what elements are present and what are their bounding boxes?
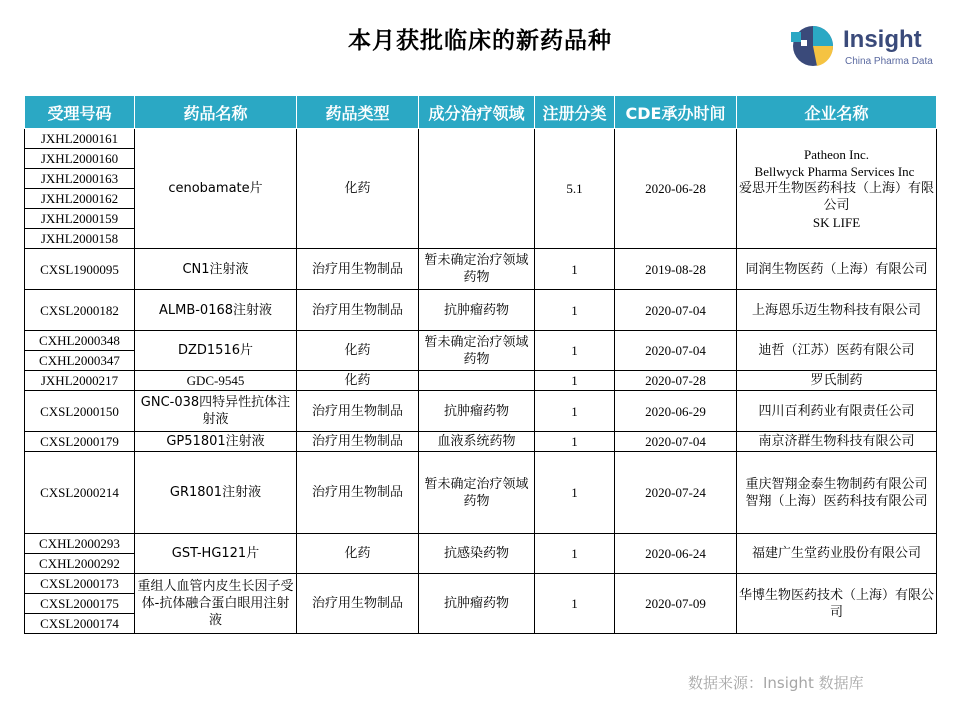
page-title: 本月获批临床的新药品种 bbox=[348, 28, 612, 54]
table-row bbox=[25, 371, 937, 391]
table-row bbox=[25, 391, 937, 432]
cell-id: CXSL1900095 bbox=[25, 249, 135, 290]
cell-id: CXSL2000182 bbox=[25, 290, 135, 331]
cell-drug-type: 治疗用生物制品 bbox=[297, 290, 419, 331]
cell-drug-name: GP51801注射液 bbox=[135, 432, 297, 452]
table-row bbox=[25, 290, 937, 331]
cell-id: CXHL2000347 bbox=[25, 351, 135, 371]
cell-therapy-area bbox=[419, 371, 535, 391]
cell-reg-class: 1 bbox=[535, 432, 615, 452]
cell-drug-type: 治疗用生物制品 bbox=[297, 391, 419, 432]
cell-id: JXHL2000217 bbox=[25, 371, 135, 391]
cell-cde-date: 2020-06-24 bbox=[615, 534, 737, 574]
table-row bbox=[25, 432, 937, 452]
table-row bbox=[25, 331, 937, 351]
cell-reg-class: 1 bbox=[535, 249, 615, 290]
cell-cde-date: 2019-08-28 bbox=[615, 249, 737, 290]
cell-id: JXHL2000159 bbox=[25, 209, 135, 229]
cell-reg-class: 1 bbox=[535, 574, 615, 634]
cell-reg-class: 1 bbox=[535, 371, 615, 391]
cell-cde-date: 2020-07-04 bbox=[615, 432, 737, 452]
cell-reg-class: 1 bbox=[535, 331, 615, 371]
table-row bbox=[25, 452, 937, 534]
cell-cde-date: 2020-06-29 bbox=[615, 391, 737, 432]
cell-company: 迪哲（江苏）医药有限公司 bbox=[737, 331, 937, 371]
insight-logo-icon bbox=[787, 22, 835, 70]
cell-company: 四川百利药业有限责任公司 bbox=[737, 391, 937, 432]
cell-drug-type: 治疗用生物制品 bbox=[297, 574, 419, 634]
cell-drug-type: 化药 bbox=[297, 129, 419, 249]
cell-id: CXSL2000175 bbox=[25, 594, 135, 614]
table-row bbox=[25, 534, 937, 554]
cell-therapy-area: 血液系统药物 bbox=[419, 432, 535, 452]
cell-id: CXHL2000348 bbox=[25, 331, 135, 351]
cell-id: JXHL2000161 bbox=[25, 129, 135, 149]
data-source-note: 数据来源：Insight 数据库 bbox=[688, 674, 864, 692]
cell-id: JXHL2000163 bbox=[25, 169, 135, 189]
cell-id: JXHL2000162 bbox=[25, 189, 135, 209]
cell-cde-date: 2020-07-09 bbox=[615, 574, 737, 634]
logo-name: Insight bbox=[843, 26, 922, 53]
table-row bbox=[25, 249, 937, 290]
cell-drug-name: ALMB-0168注射液 bbox=[135, 290, 297, 331]
cell-id: CXSL2000174 bbox=[25, 614, 135, 634]
cell-company bbox=[737, 452, 937, 534]
cell-company: 罗氏制药 bbox=[737, 371, 937, 391]
header-therapy-area: 成分治疗领域 bbox=[419, 96, 535, 129]
cell-therapy-area: 抗感染药物 bbox=[419, 534, 535, 574]
company-line: 重庆智翔金泰生物制药有限公司 bbox=[745, 476, 928, 492]
cell-drug-name: DZD1516片 bbox=[135, 331, 297, 371]
cell-id: CXSL2000179 bbox=[25, 432, 135, 452]
cell-drug-type: 治疗用生物制品 bbox=[297, 452, 419, 534]
header-id: 受理号码 bbox=[25, 96, 135, 129]
cell-drug-name: GNC-038四特异性抗体注射液 bbox=[135, 391, 297, 432]
cell-reg-class: 1 bbox=[535, 391, 615, 432]
cell-id: CXSL2000173 bbox=[25, 574, 135, 594]
cell-therapy-area bbox=[419, 129, 535, 249]
cell-therapy-area: 抗肿瘤药物 bbox=[419, 290, 535, 331]
cell-drug-type: 治疗用生物制品 bbox=[297, 249, 419, 290]
cell-drug-name: CN1注射液 bbox=[135, 249, 297, 290]
cell-therapy-area: 暂未确定治疗领域药物 bbox=[419, 452, 535, 534]
cell-company: 福建广生堂药业股份有限公司 bbox=[737, 534, 937, 574]
cell-cde-date: 2020-07-28 bbox=[615, 371, 737, 391]
cell-reg-class: 1 bbox=[535, 534, 615, 574]
cell-company bbox=[737, 129, 937, 249]
cell-id: JXHL2000158 bbox=[25, 229, 135, 249]
header-reg-class: 注册分类 bbox=[535, 96, 615, 129]
cell-drug-name: GR1801注射液 bbox=[135, 452, 297, 534]
header-drug-name: 药品名称 bbox=[135, 96, 297, 129]
cell-reg-class: 1 bbox=[535, 452, 615, 534]
cell-cde-date: 2020-06-28 bbox=[615, 129, 737, 249]
cell-company: 上海恩乐迈生物科技有限公司 bbox=[737, 290, 937, 331]
cell-company: 同润生物医药（上海）有限公司 bbox=[737, 249, 937, 290]
cell-id: CXSL2000150 bbox=[25, 391, 135, 432]
table-row bbox=[25, 129, 937, 149]
cell-drug-name: 重组人血管内皮生长因子受体-抗体融合蛋白眼用注射液 bbox=[135, 574, 297, 634]
cell-reg-class: 1 bbox=[535, 290, 615, 331]
cell-id: CXSL2000214 bbox=[25, 452, 135, 534]
header-drug-type: 药品类型 bbox=[297, 96, 419, 129]
cell-drug-name: GST-HG121片 bbox=[135, 534, 297, 574]
cell-drug-type: 化药 bbox=[297, 331, 419, 371]
cell-drug-name: cenobamate片 bbox=[135, 129, 297, 249]
cell-drug-type: 化药 bbox=[297, 534, 419, 574]
cell-cde-date: 2020-07-04 bbox=[615, 290, 737, 331]
company-line: 智翔（上海）医药科技有限公司 bbox=[745, 493, 928, 509]
cell-therapy-area: 抗肿瘤药物 bbox=[419, 391, 535, 432]
cell-id: CXHL2000293 bbox=[25, 534, 135, 554]
cell-company: 南京济群生物科技有限公司 bbox=[737, 432, 937, 452]
table-header-row bbox=[25, 96, 937, 129]
cell-cde-date: 2020-07-04 bbox=[615, 331, 737, 371]
header-company: 企业名称 bbox=[737, 96, 937, 129]
cell-therapy-area: 暂未确定治疗领域药物 bbox=[419, 249, 535, 290]
company-line: Patheon Inc. bbox=[804, 147, 869, 162]
cell-therapy-area: 暂未确定治疗领域药物 bbox=[419, 331, 535, 371]
cell-therapy-area: 抗肿瘤药物 bbox=[419, 574, 535, 634]
new-drug-table bbox=[24, 95, 937, 634]
cell-reg-class: 5.1 bbox=[535, 129, 615, 249]
cell-drug-name: GDC-9545 bbox=[135, 371, 297, 391]
company-line: SK LIFE bbox=[812, 215, 861, 230]
company-line: 爱思开生物医药科技（上海）有限公司 bbox=[739, 181, 935, 213]
cell-company: 华博生物医药技术（上海）有限公司 bbox=[737, 574, 937, 634]
cell-drug-type: 治疗用生物制品 bbox=[297, 432, 419, 452]
cell-cde-date: 2020-07-24 bbox=[615, 452, 737, 534]
cell-id: CXHL2000292 bbox=[25, 554, 135, 574]
logo-subtitle: China Pharma Data bbox=[845, 56, 933, 67]
cell-id: JXHL2000160 bbox=[25, 149, 135, 169]
insight-logo bbox=[787, 22, 937, 72]
header-cde-date: CDE承办时间 bbox=[615, 96, 737, 129]
company-line: Bellwyck Pharma Services Inc bbox=[754, 164, 915, 179]
cell-drug-type: 化药 bbox=[297, 371, 419, 391]
table-row bbox=[25, 574, 937, 594]
